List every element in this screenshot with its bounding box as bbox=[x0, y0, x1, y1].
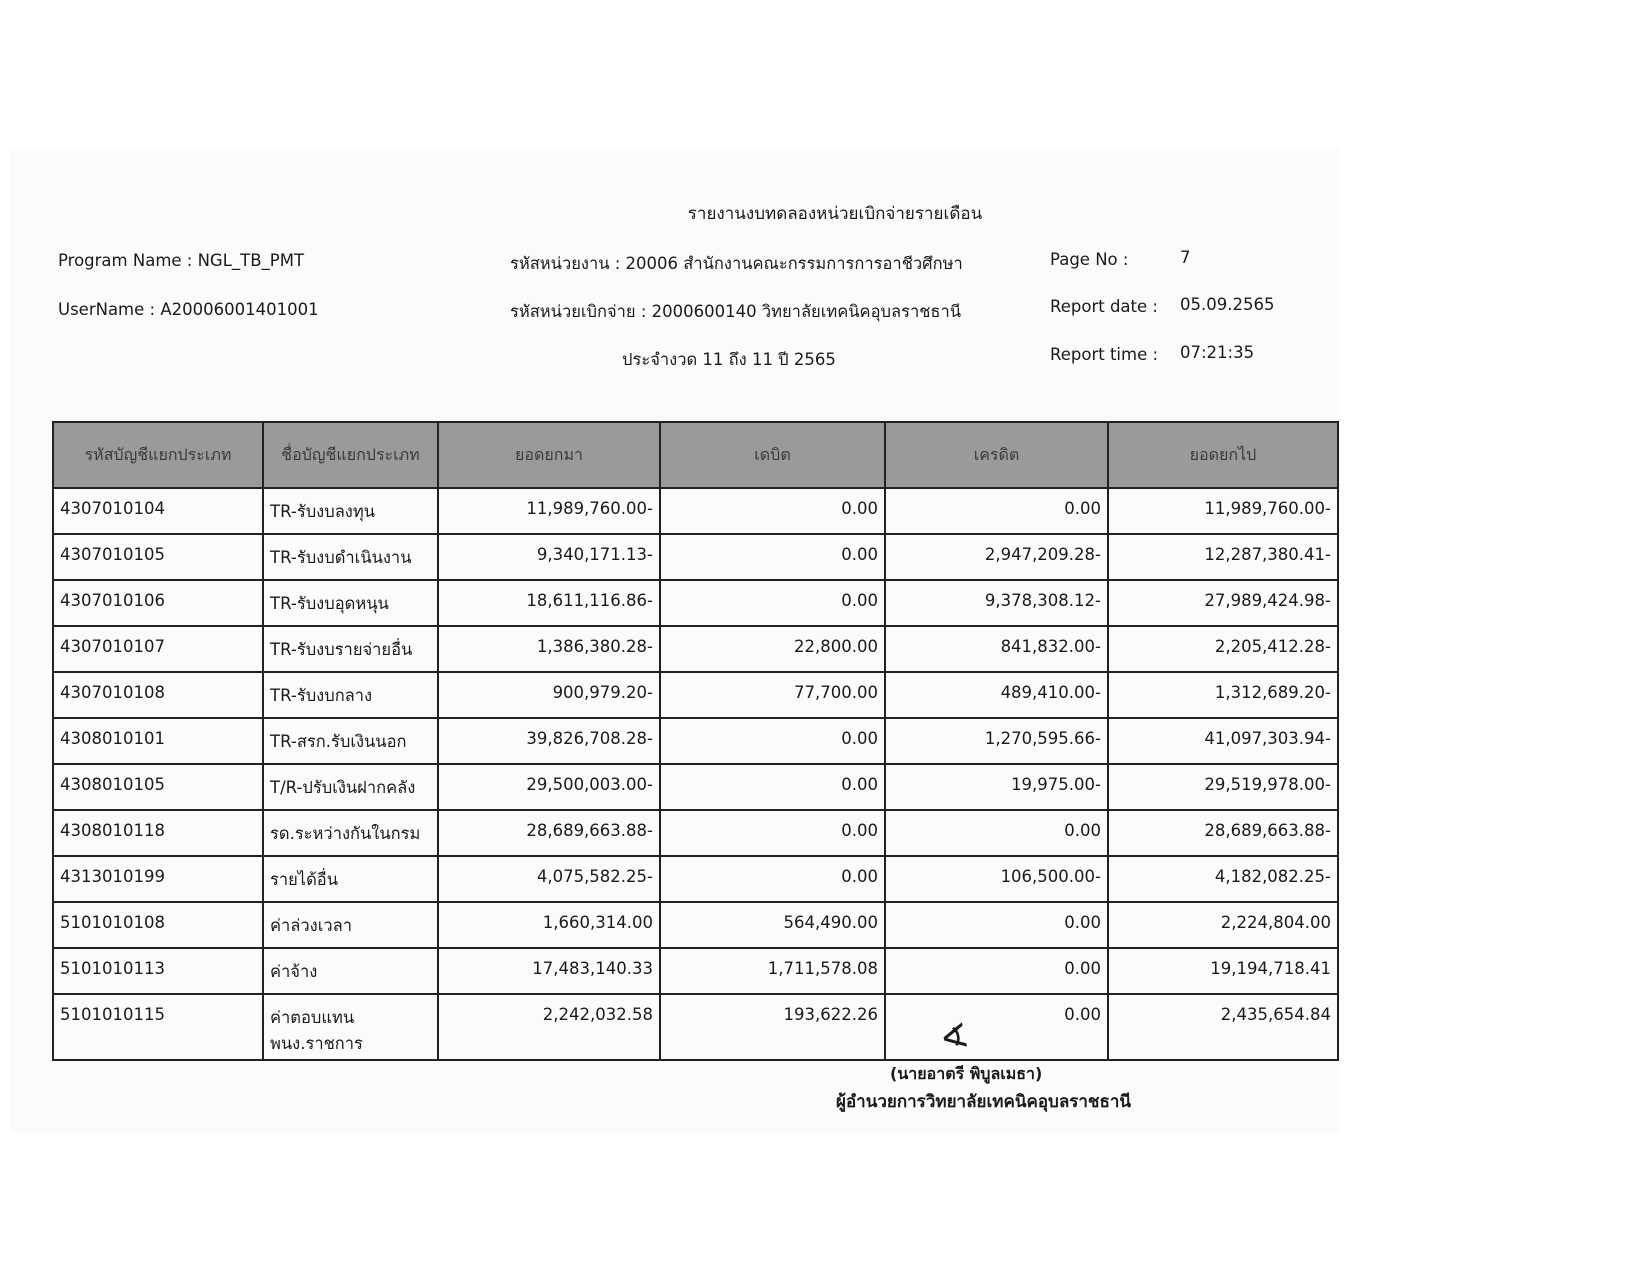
report-title: รายงานงบทดลองหน่วยเบิกจ่ายรายเดือน bbox=[687, 204, 983, 224]
header-credit: เครดิต bbox=[885, 422, 1108, 488]
disbursing-unit-code: รหัสหน่วยเบิกจ่าย : 2000600140 วิทยาลัยเทคนิคอุบลราชธานี bbox=[510, 302, 962, 321]
brought-forward-amount: 2,242,032.58 bbox=[438, 994, 660, 1060]
credit-amount: 2,947,209.28- bbox=[885, 534, 1108, 580]
credit-amount: 19,975.00- bbox=[885, 764, 1108, 810]
debit-amount: 0.00 bbox=[660, 810, 885, 856]
header-account-code: รหัสบัญชีแยกประเภท bbox=[53, 422, 263, 488]
debit-amount: 0.00 bbox=[660, 534, 885, 580]
brought-forward-amount: 28,689,663.88- bbox=[438, 810, 660, 856]
credit-amount: 1,270,595.66- bbox=[885, 718, 1108, 764]
header-account-name: ชื่อบัญชีแยกประเภท bbox=[263, 422, 438, 488]
signer-name: (นายอาตรี พิบูลเมธา) bbox=[890, 1064, 1043, 1083]
brought-forward-amount: 29,500,003.00- bbox=[438, 764, 660, 810]
program-name: Program Name : NGL_TB_PMT bbox=[58, 251, 305, 270]
account-name: T/R-ปรับเงินฝากคลัง bbox=[263, 764, 438, 810]
carried-forward-amount: 12,287,380.41- bbox=[1108, 534, 1338, 580]
credit-amount: 9,378,308.12- bbox=[885, 580, 1108, 626]
account-code: 4307010105 bbox=[53, 534, 263, 580]
brought-forward-amount: 18,611,116.86- bbox=[438, 580, 660, 626]
debit-amount: 0.00 bbox=[660, 580, 885, 626]
brought-forward-amount: 39,826,708.28- bbox=[438, 718, 660, 764]
carried-forward-amount: 1,312,689.20- bbox=[1108, 672, 1338, 718]
credit-amount: 841,832.00- bbox=[885, 626, 1108, 672]
account-code: 5101010113 bbox=[53, 948, 263, 994]
table-header-row bbox=[53, 422, 1338, 488]
brought-forward-amount: 1,660,314.00 bbox=[438, 902, 660, 948]
carried-forward-amount: 27,989,424.98- bbox=[1108, 580, 1338, 626]
page-no-value: 7 bbox=[1180, 248, 1191, 267]
user-name: UserName : A20006001401001 bbox=[58, 300, 319, 319]
carried-forward-amount: 19,194,718.41 bbox=[1108, 948, 1338, 994]
account-name: TR-รับงบลงทุน bbox=[263, 488, 438, 534]
report-time-label: Report time : bbox=[1050, 345, 1159, 364]
table-row bbox=[53, 856, 1338, 902]
table-row bbox=[53, 534, 1338, 580]
account-code: 4308010118 bbox=[53, 810, 263, 856]
brought-forward-amount: 9,340,171.13- bbox=[438, 534, 660, 580]
debit-amount: 564,490.00 bbox=[660, 902, 885, 948]
table-row bbox=[53, 580, 1338, 626]
handwritten-signature-icon: ∢ bbox=[936, 1015, 973, 1061]
carried-forward-amount: 4,182,082.25- bbox=[1108, 856, 1338, 902]
table-row bbox=[53, 626, 1338, 672]
credit-amount: 0.00 bbox=[885, 810, 1108, 856]
debit-amount: 0.00 bbox=[660, 488, 885, 534]
brought-forward-amount: 17,483,140.33 bbox=[438, 948, 660, 994]
brought-forward-amount: 1,386,380.28- bbox=[438, 626, 660, 672]
account-name: ค่าตอบแทนพนง.ราชการ bbox=[263, 994, 438, 1060]
table-row bbox=[53, 810, 1338, 856]
trial-balance-table bbox=[52, 421, 1339, 1061]
debit-amount: 193,622.26 bbox=[660, 994, 885, 1060]
brought-forward-amount: 11,989,760.00- bbox=[438, 488, 660, 534]
table-row bbox=[53, 764, 1338, 810]
carried-forward-amount: 28,689,663.88- bbox=[1108, 810, 1338, 856]
carried-forward-amount: 2,435,654.84 bbox=[1108, 994, 1338, 1060]
header-debit: เดบิต bbox=[660, 422, 885, 488]
signer-position: ผู้อำนวยการวิทยาลัยเทคนิคอุบลราชธานี bbox=[836, 1092, 1132, 1112]
account-code: 4307010108 bbox=[53, 672, 263, 718]
table-row bbox=[53, 948, 1338, 994]
account-code: 4313010199 bbox=[53, 856, 263, 902]
table-row bbox=[53, 718, 1338, 764]
credit-amount: 489,410.00- bbox=[885, 672, 1108, 718]
account-code: 5101010108 bbox=[53, 902, 263, 948]
account-name: TR-รับงบกลาง bbox=[263, 672, 438, 718]
carried-forward-amount: 2,205,412.28- bbox=[1108, 626, 1338, 672]
debit-amount: 0.00 bbox=[660, 718, 885, 764]
credit-amount: 0.00 bbox=[885, 488, 1108, 534]
account-name: รด.ระหว่างกันในกรม bbox=[263, 810, 438, 856]
account-name: รายได้อื่น bbox=[263, 856, 438, 902]
credit-amount: 0.00 bbox=[885, 994, 1108, 1060]
report-period: ประจำงวด 11 ถึง 11 ปี 2565 bbox=[622, 350, 836, 369]
account-code: 4308010105 bbox=[53, 764, 263, 810]
table-row bbox=[53, 902, 1338, 948]
debit-amount: 0.00 bbox=[660, 764, 885, 810]
brought-forward-amount: 900,979.20- bbox=[438, 672, 660, 718]
agency-code: รหัสหน่วยงาน : 20006 สำนักงานคณะกรรมการการอาชีวศึกษา bbox=[510, 254, 963, 273]
account-name: ค่าจ้าง bbox=[263, 948, 438, 994]
debit-amount: 1,711,578.08 bbox=[660, 948, 885, 994]
page-no-label: Page No : bbox=[1050, 250, 1129, 269]
account-code: 4307010104 bbox=[53, 488, 263, 534]
table-row bbox=[53, 672, 1338, 718]
table-row bbox=[53, 488, 1338, 534]
credit-amount: 0.00 bbox=[885, 948, 1108, 994]
table-row bbox=[53, 994, 1338, 1060]
carried-forward-amount: 2,224,804.00 bbox=[1108, 902, 1338, 948]
credit-amount: 106,500.00- bbox=[885, 856, 1108, 902]
carried-forward-amount: 41,097,303.94- bbox=[1108, 718, 1338, 764]
account-name: TR-สรก.รับเงินนอก bbox=[263, 718, 438, 764]
brought-forward-amount: 4,075,582.25- bbox=[438, 856, 660, 902]
report-time-value: 07:21:35 bbox=[1180, 343, 1255, 362]
debit-amount: 0.00 bbox=[660, 856, 885, 902]
account-code: 4308010101 bbox=[53, 718, 263, 764]
account-code: 5101010115 bbox=[53, 994, 263, 1060]
account-code: 4307010106 bbox=[53, 580, 263, 626]
header-carried-forward: ยอดยกไป bbox=[1108, 422, 1338, 488]
header-brought-forward: ยอดยกมา bbox=[438, 422, 660, 488]
account-name: ค่าล่วงเวลา bbox=[263, 902, 438, 948]
report-date-label: Report date : bbox=[1050, 297, 1158, 316]
account-name: TR-รับงบรายจ่ายอื่น bbox=[263, 626, 438, 672]
credit-amount: 0.00 bbox=[885, 902, 1108, 948]
account-name: TR-รับงบอุดหนุน bbox=[263, 580, 438, 626]
account-name: TR-รับงบดำเนินงาน bbox=[263, 534, 438, 580]
debit-amount: 77,700.00 bbox=[660, 672, 885, 718]
report-date-value: 05.09.2565 bbox=[1180, 295, 1275, 314]
carried-forward-amount: 11,989,760.00- bbox=[1108, 488, 1338, 534]
account-code: 4307010107 bbox=[53, 626, 263, 672]
carried-forward-amount: 29,519,978.00- bbox=[1108, 764, 1338, 810]
debit-amount: 22,800.00 bbox=[660, 626, 885, 672]
